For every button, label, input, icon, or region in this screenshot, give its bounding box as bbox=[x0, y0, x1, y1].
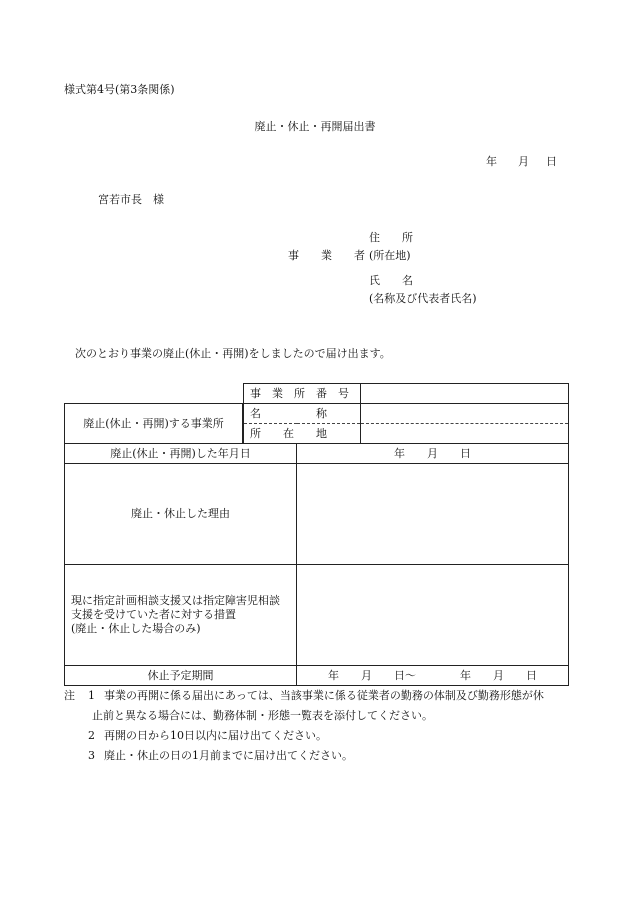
measures-label bbox=[65, 565, 297, 666]
form-number: 様式第4号(第3条関係) bbox=[64, 83, 175, 96]
date-month-label: 月 bbox=[518, 155, 529, 168]
office-name-value[interactable] bbox=[361, 404, 569, 424]
applicant-name-label: 氏 名 bbox=[369, 274, 413, 287]
applicant-address-label: 住 所 bbox=[369, 231, 413, 244]
measures-label-line3: (廃止・休止した場合のみ) bbox=[71, 622, 201, 635]
reason-label: 廃止・休止した理由 bbox=[65, 464, 297, 565]
office-address-label bbox=[244, 424, 361, 444]
office-address-label-text: 所 在 地 bbox=[250, 426, 327, 440]
change-date-value[interactable]: 年 月 日 bbox=[297, 444, 569, 464]
statement: 次のとおり事業の廃止(休止・再開)をしましたので届け出ます。 bbox=[75, 347, 391, 360]
change-date-label: 廃止(休止・再開)した年月日 bbox=[65, 444, 297, 464]
note-2-text: 再開の日から10日以内に届け出てください。 bbox=[104, 729, 327, 742]
addressee: 宮若市長 様 bbox=[98, 193, 164, 206]
applicant-operator-label: 事 業 者 bbox=[288, 249, 365, 262]
office-name-label bbox=[244, 404, 361, 424]
note-1-line1: 事業の再開に係る届出にあっては、当該事業に係る従業者の勤務の体制及び勤務形態が休 bbox=[104, 689, 544, 702]
measures-label-line1: 現に指定計画相談支援又は指定障害児相談 bbox=[71, 594, 280, 607]
note-3-text: 廃止・休止の日の1月前までに届け出てください。 bbox=[104, 749, 353, 762]
note-1-number: 1 bbox=[88, 689, 95, 702]
date-year-label: 年 bbox=[486, 155, 497, 168]
measures-value[interactable] bbox=[297, 565, 569, 666]
office-number-label-text: 事 業 所 番 号 bbox=[250, 386, 349, 400]
office-group-label bbox=[64, 403, 243, 444]
note-1-line2: 止前と異なる場合には、勤務体制・形態一覧表を添付してください。 bbox=[92, 709, 433, 722]
office-group-label-text: 廃止(休止・再開)する事業所 bbox=[83, 416, 224, 430]
note-3-number: 3 bbox=[88, 749, 95, 762]
office-address-value[interactable] bbox=[361, 424, 569, 444]
note-2-number: 2 bbox=[88, 729, 95, 742]
suspension-period-label: 休止予定期間 bbox=[65, 666, 297, 686]
date-day-label: 日 bbox=[546, 155, 557, 168]
office-number-value[interactable] bbox=[361, 384, 569, 404]
office-name-label-text: 名 称 bbox=[250, 406, 327, 420]
applicant-location-note: (所在地) bbox=[369, 249, 411, 262]
measures-label-line2: 支援を受けていた者に対する措置 bbox=[71, 608, 236, 621]
suspension-period-value[interactable]: 年 月 日～ 年 月 日 bbox=[297, 666, 569, 686]
notes-prefix: 注 bbox=[64, 689, 75, 702]
applicant-rep-note: (名称及び代表者氏名) bbox=[369, 292, 477, 305]
date-line bbox=[486, 155, 556, 169]
office-number-label bbox=[244, 384, 361, 404]
reason-value[interactable] bbox=[297, 464, 569, 565]
document-title: 廃止・休止・再開届出書 bbox=[254, 120, 376, 133]
